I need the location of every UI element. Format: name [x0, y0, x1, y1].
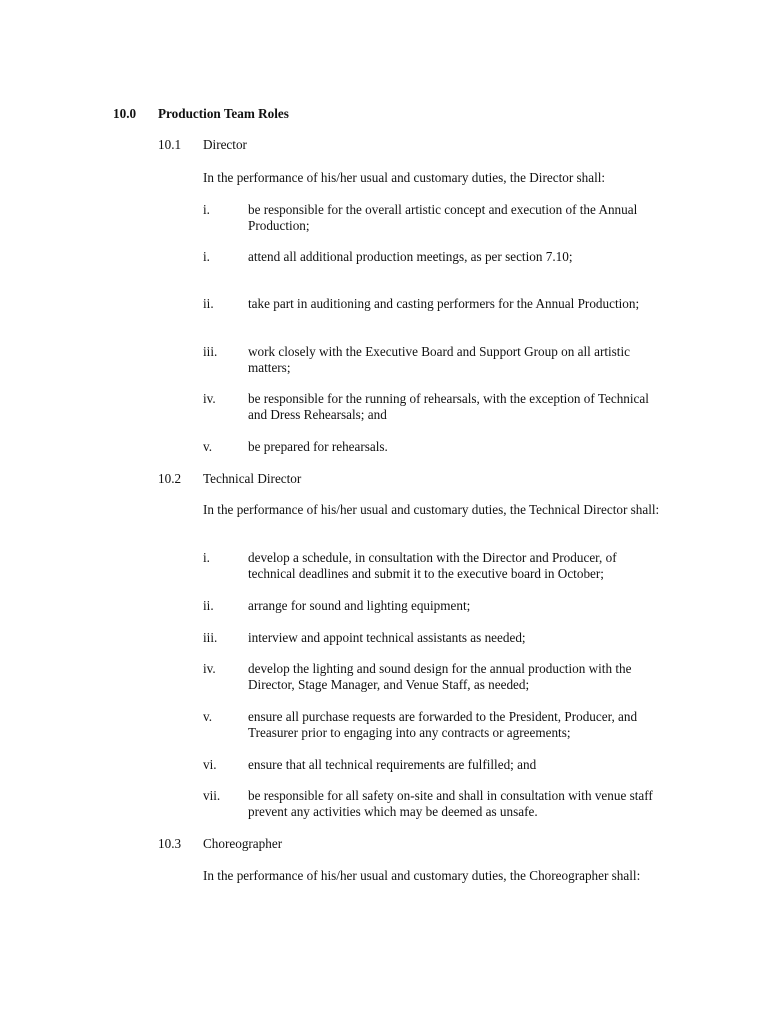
- list-item-number: iv.: [203, 661, 216, 676]
- subsection-title: Director: [203, 137, 247, 152]
- list-item-number: v.: [203, 709, 213, 724]
- list-item-number: i.: [203, 249, 210, 264]
- list-item-number: vii.: [203, 788, 221, 803]
- list-item-text: ensure that all technical requirements are fulfilled; and: [248, 757, 537, 772]
- list-item-text: be prepared for rehearsals.: [248, 439, 388, 454]
- list-item-text: interview and appoint technical assistants as needed;: [248, 630, 526, 645]
- list-item-number: v.: [203, 439, 213, 454]
- list-item-text: ensure all purchase requests are forwarded to the President, Producer, and Treasurer prior to engaging into any contracts or agreements;: [248, 709, 638, 740]
- subsection-intro: In the performance of his/her usual and customary duties, the Director shall:: [203, 170, 606, 185]
- list-item-number: iii.: [203, 344, 218, 359]
- list-item-number: i.: [203, 202, 210, 217]
- section-title: Production Team Roles: [158, 106, 289, 121]
- list-item-text: work closely with the Executive Board and Support Group on all artistic matters;: [248, 344, 630, 375]
- subsection-title: Technical Director: [203, 471, 302, 486]
- list-item-number: iv.: [203, 391, 216, 406]
- subsection-title: Choreographer: [203, 836, 283, 851]
- subsection-intro: In the performance of his/her usual and customary duties, the Choreographer shall:: [203, 868, 641, 883]
- subsection-number: 10.3: [158, 836, 182, 851]
- list-item-text: attend all additional production meetings, as per section 7.10;: [248, 249, 573, 264]
- list-item-number: vi.: [203, 757, 217, 772]
- list-item-number: i.: [203, 550, 210, 565]
- list-item-text: develop a schedule, in consultation with the Director and Producer, of technical deadlines and submit it to the executive board in October;: [248, 550, 617, 581]
- subsection-number: 10.2: [158, 471, 182, 486]
- subsection-number: 10.1: [158, 137, 182, 152]
- list-item-text: be responsible for the running of rehearsals, with the exception of Technical and Dress Rehearsals; and: [248, 391, 649, 422]
- list-item-text: be responsible for the overall artistic concept and execution of the Annual Production;: [248, 202, 638, 233]
- list-item-text: be responsible for all safety on-site and shall in consultation with venue staff prevent any activities which may be deemed as unsafe.: [248, 788, 653, 819]
- list-item-text: develop the lighting and sound design for the annual production with the Director, Stage Manager, and Venue Staff, as needed;: [248, 661, 632, 692]
- section-number: 10.0: [113, 106, 137, 121]
- subsection-intro: In the performance of his/her usual and customary duties, the Technical Director shall:: [203, 502, 660, 517]
- list-item-number: ii.: [203, 598, 214, 613]
- list-item-number: ii.: [203, 296, 214, 311]
- list-item-number: iii.: [203, 630, 218, 645]
- list-item-text: take part in auditioning and casting performers for the Annual Production;: [248, 296, 640, 311]
- list-item-text: arrange for sound and lighting equipment;: [248, 598, 471, 613]
